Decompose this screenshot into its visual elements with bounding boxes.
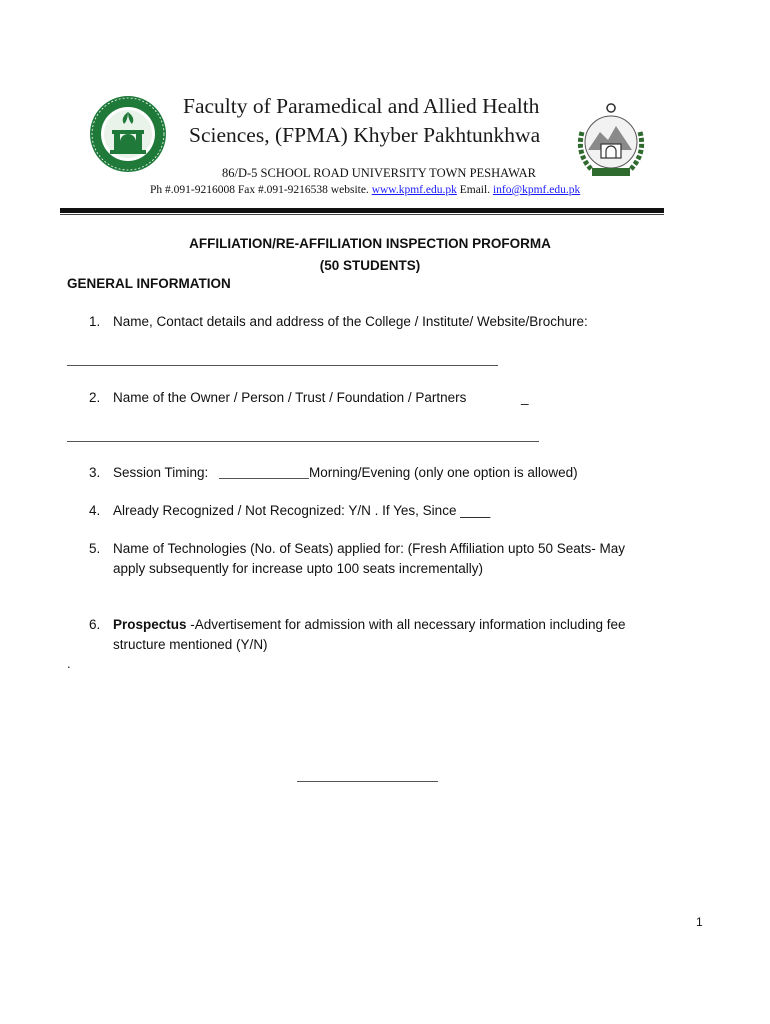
item-text: Name, Contact details and address of the College / Institute/ Website/Brochure: [113, 314, 588, 329]
header-contact [150, 184, 580, 196]
document-subtitle: (50 STUDENTS) [319, 258, 421, 273]
header-title-line2: Sciences, (FPMA) Khyber Pakhtunkhwa [189, 123, 541, 147]
email-link[interactable]: info@kpmf.edu.pk [492, 184, 581, 196]
item-number: 1. [89, 314, 101, 329]
item-text-line1: Name of Technologies (No. of Seats) applied for: (Fresh Affiliation upto 50 Seats- May [113, 541, 626, 556]
item-text: Name of the Owner / Person / Trust / Foundation / Partners [113, 390, 467, 405]
item-number: 2. [89, 390, 101, 405]
item-number: 5. [89, 541, 101, 556]
answer-line-1[interactable] [67, 365, 498, 366]
header-rule-thick [60, 208, 664, 213]
contact-phone-fax: Ph #.091-9216008 Fax #.091-9216538 website. [150, 184, 372, 196]
contact-email-label: Email. [456, 184, 493, 196]
list-item-3 [89, 463, 709, 483]
document-title: AFFILIATION/RE-AFFILIATION INSPECTION PROFORMA [189, 236, 551, 251]
item-text: Already Recognized / Not Recognized: Y/N . If Yes, Since ____ [113, 503, 491, 518]
list-item-1 [89, 312, 689, 332]
fpma-logo [88, 92, 168, 178]
list-item-4 [89, 501, 689, 521]
item-text-post: Morning/Evening (only one option is allowed) [309, 465, 578, 480]
prospectus-label: Prospectus [113, 617, 187, 632]
item-text-line2: structure mentioned (Y/N) [113, 637, 268, 652]
header-address: 86/D-5 SCHOOL ROAD UNIVERSITY TOWN PESHAWAR [222, 166, 536, 180]
item-suffix: _ [521, 390, 529, 405]
session-timing-blank[interactable] [219, 478, 309, 479]
item-number: 6. [89, 617, 101, 632]
stray-dot: . [67, 656, 71, 671]
header-title-line1: Faculty of Paramedical and Allied Health [183, 94, 540, 118]
list-item-6 [89, 615, 729, 655]
item-text-pre: Session Timing: [113, 465, 209, 480]
prospectus-description: -Advertisement for admission with all necessary information including fee [186, 617, 626, 632]
list-item-2 [89, 388, 689, 408]
kp-government-emblem [568, 92, 654, 182]
page-number: 1 [696, 915, 703, 929]
item-text-line1 [113, 615, 625, 635]
signature-line[interactable] [297, 781, 438, 782]
website-link[interactable]: www.kpmf.edu.pk [371, 184, 457, 196]
answer-line-2[interactable] [67, 441, 539, 442]
item-text-line2: apply subsequently for increase upto 100 seats incrementally) [113, 561, 483, 576]
section-heading: GENERAL INFORMATION [67, 276, 231, 291]
item-number: 3. [89, 465, 101, 480]
header-rule-thin [60, 214, 664, 215]
list-item-5 [89, 539, 729, 579]
item-number: 4. [89, 503, 101, 518]
